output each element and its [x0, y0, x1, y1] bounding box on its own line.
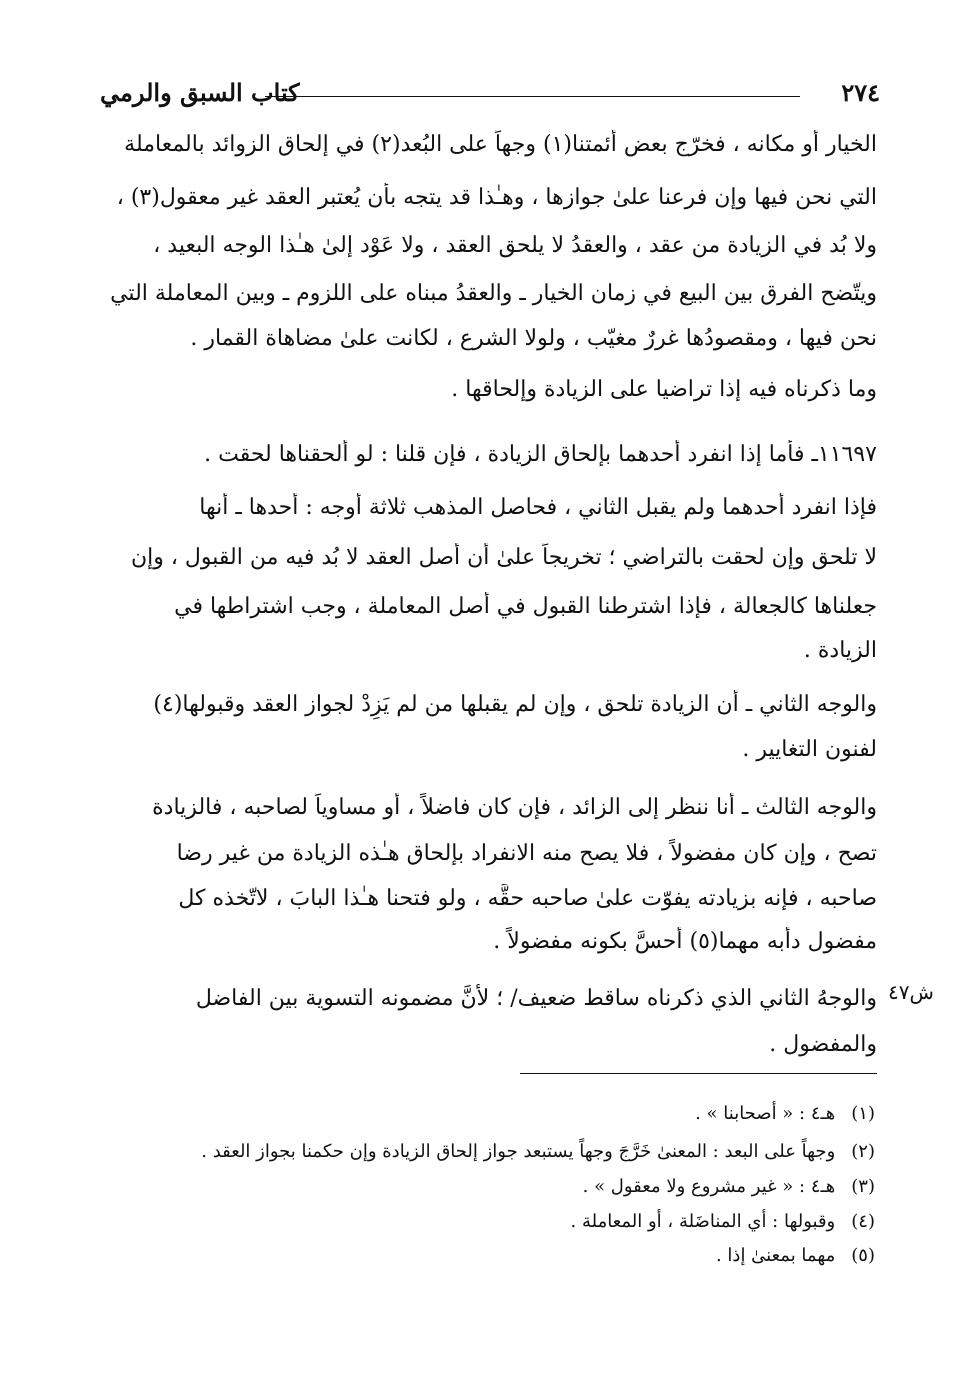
footnote: [716, 1243, 875, 1269]
footnote-number: (٤): [851, 1211, 875, 1232]
section-heading-line: ١١٦٩٧ـ فأما إذا انفرد أحدهما بإلحاق الزيادة ، فإن قلنا : لو ألحقناها لحقت .: [204, 442, 877, 467]
footnote-rule: [520, 1073, 877, 1074]
margin-note: ش٤٧: [888, 980, 934, 1004]
body-line: والوجه الثالث ـ أنا ننظر إلى الزائد ، فإن كان فاضلاً ، أو مساوياً لصاحبه ، فالزيادة: [152, 795, 877, 820]
body-line: الزيادة .: [803, 638, 877, 663]
body-line: وما ذكرناه فيه إذا تراضيا على الزيادة وإلحاقها .: [451, 377, 877, 402]
body-line: والوجهُ الثاني الذي ذكرناه ساقط ضعيف/ ؛ لأنَّ مضمونه التسوية بين الفاضل: [195, 986, 877, 1011]
body-line: ولا بُد في الزيادة من عقد ، والعقدُ لا يلحق العقد ، ولا عَوْد إلىٰ هـٰذا الوجه البعيد ،: [153, 233, 877, 258]
footnote-number: (٢): [851, 1141, 875, 1162]
body-line: الخيار أو مكانه ، فخرّج بعض أئمتنا(١) وجهاً على البُعد(٢) في إلحاق الزوائد بالمعاملة: [124, 132, 877, 157]
header-rule: [265, 96, 800, 97]
footnote-text: مهما بمعنىٰ إذا .: [715, 1245, 836, 1266]
page-header: [100, 78, 880, 112]
body-line: مفضول دأبه مهما(٥) أحسَّ بكونه مفضولاً .: [493, 929, 877, 954]
footnote-text: هـ٤ : « غير مشروع ولا معقول » .: [582, 1176, 836, 1197]
body-line: نحن فيها ، ومقصودُها غررٌ مغيّب ، ولولا الشرع ، لكانت علىٰ مضاهاة القمار .: [190, 326, 877, 351]
page-number: ٢٧٤: [841, 78, 880, 107]
body-line: صاحبه ، فإنه بزيادته يفوّت علىٰ صاحبه حقَّه ، ولو فتحنا هـٰذا البابَ ، لاتّخذه كل: [178, 886, 877, 911]
footnote: [583, 1174, 875, 1200]
footnote: [571, 1209, 875, 1235]
body-line: فإذا انفرد أحدهما ولم يقبل الثاني ، فحاصل المذهب ثلاثة أوجه : أحدها ـ أنها: [199, 495, 877, 520]
footnote-text: وقبولها : أي المناضَلة ، أو المعاملة .: [570, 1211, 836, 1232]
footnote-number: (٣): [851, 1176, 875, 1197]
footnote-number: (٥): [851, 1245, 875, 1266]
body-line: والمفضول .: [769, 1032, 877, 1057]
book-title: كتاب السبق والرمي: [100, 78, 300, 107]
footnote-text: هـ٤ : « أصحابنا » .: [695, 1103, 836, 1124]
footnote-number: (١): [851, 1103, 875, 1124]
body-line: جعلناها كالجعالة ، فإذا اشترطنا القبول في أصل المعاملة ، وجب اشتراطها في: [174, 594, 877, 619]
body-line: لا تلحق وإن لحقت بالتراضي ؛ تخريجاً علىٰ أن أصل العقد لا بُد فيه من القبول ، وإن: [130, 545, 877, 570]
body-line: التي نحن فيها وإن فرعنا علىٰ جوازها ، وهـٰذا قد يتجه بأن يُعتبر العقد غير معقول(٣) ،: [116, 185, 877, 210]
body-line: والوجه الثاني ـ أن الزيادة تلحق ، وإن لم يقبلها من لم يَزِدْ لجواز العقد وقبولها(٤): [153, 692, 877, 717]
body-line: ويتّضح الفرق بين البيع في زمان الخيار ـ والعقدُ مبناه على اللزوم ـ وبين المعاملة التي: [110, 281, 877, 306]
body-line: لفنون التغايير .: [742, 737, 877, 762]
footnote: [695, 1101, 875, 1127]
body-line: تصح ، وإن كان مفضولاً ، فلا يصح منه الانفراد بإلحاق هـٰذه الزيادة من غير رضا: [176, 841, 877, 866]
footnote-text: وجهاً على البعد : المعنىٰ خَرَّجَ وجهاً يستبعد جواز إلحاق الزيادة وإن حكمنا بجواز العقد .: [201, 1141, 836, 1162]
footnote: [201, 1139, 875, 1165]
